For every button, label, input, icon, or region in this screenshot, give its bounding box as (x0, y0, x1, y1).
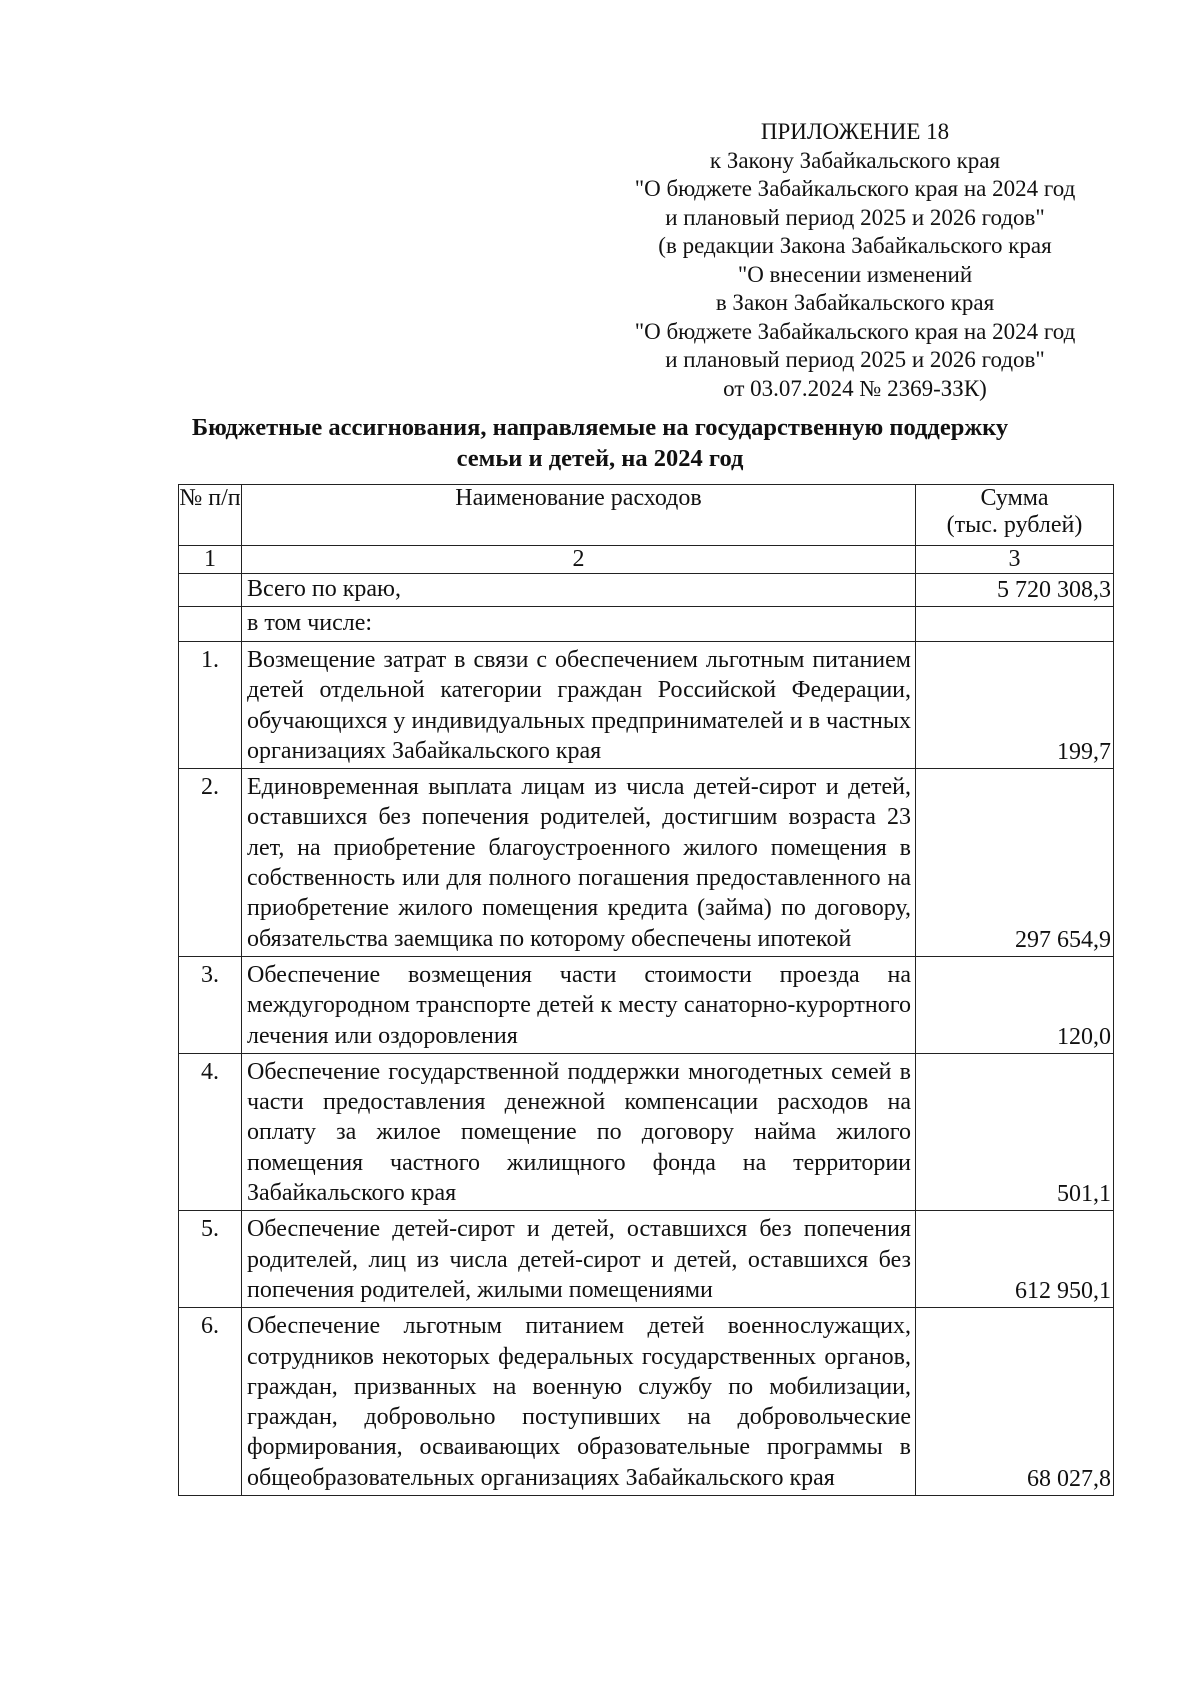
row-description: Обеспечение возмещения части стоимости проезда на междугородном транспорте детей к месту санаторно-курортного лечения или оздоровления (242, 956, 916, 1053)
table-row (179, 956, 1114, 1053)
title-line-2: семьи и детей, на 2024 год (456, 445, 744, 472)
appendix-header (610, 118, 1100, 403)
including-amount-cell (916, 607, 1114, 642)
column-index: 2 (242, 546, 916, 574)
appendix-line: к Закону Забайкальского края (709, 147, 1001, 173)
appendix-line: "О бюджете Забайкальского края на 2024 год (634, 318, 1076, 344)
column-index-row (179, 546, 1114, 574)
table-row (179, 1053, 1114, 1210)
row-amount: 297 654,9 (916, 769, 1114, 957)
row-number: 4. (179, 1053, 242, 1210)
row-amount: 612 950,1 (916, 1211, 1114, 1308)
row-amount: 199,7 (916, 642, 1114, 769)
header-amount-line-1: Сумма (980, 485, 1049, 511)
including-row (179, 607, 1114, 642)
table-row (179, 769, 1114, 957)
table-row (179, 1308, 1114, 1496)
row-number: 1. (179, 642, 242, 769)
including-label: в том числе: (242, 607, 916, 642)
header-name: Наименование расходов (242, 485, 916, 546)
appendix-line: "О внесении изменений (737, 261, 973, 287)
appendix-line: в Закон Забайкальского края (715, 290, 995, 315)
table-row (179, 642, 1114, 769)
including-num-cell (179, 607, 242, 642)
total-label: Всего по краю, (242, 574, 916, 607)
header-amount-line-2: (тыс. рублей) (946, 512, 1083, 538)
header-num: № п/п (179, 485, 242, 546)
title-line-1: Бюджетные ассигнования, направляемые на государственную поддержку (191, 414, 1009, 441)
row-description: Обеспечение государственной поддержки многодетных семей в части предоставления денежной компенсации расходов на оплату за жилое помещение по договору найма жилого помещения частного жилищного фонда на территории Забайкальского края (242, 1053, 916, 1210)
row-description: Единовременная выплата лицам из числа детей-сирот и детей, оставшихся без попечения родителей, достигшим возраста 23 лет, на приобретение благоустроенного жилого помещения в собственность или для полного погашения предоставленного на приобретение жилого помещения кредита (займа) по договору, обязательства заемщика по которому обеспечены ипотекой (242, 769, 916, 957)
document-title (150, 412, 1050, 474)
appendix-line: "О бюджете Забайкальского края на 2024 год (634, 176, 1076, 201)
row-amount: 120,0 (916, 956, 1114, 1053)
column-index: 3 (916, 546, 1114, 574)
row-amount: 501,1 (916, 1053, 1114, 1210)
appendix-line: ПРИЛОЖЕНИЕ 18 (760, 119, 950, 144)
appendix-line: (в редакции Закона Забайкальского края (658, 233, 1052, 258)
row-number: 2. (179, 769, 242, 957)
total-amount: 5 720 308,3 (916, 574, 1114, 607)
column-index: 1 (179, 546, 242, 574)
table-row (179, 1211, 1114, 1308)
appendix-line: от 03.07.2024 № 2369-ЗЗК) (723, 375, 987, 401)
total-row (179, 574, 1114, 607)
row-description: Обеспечение детей-сирот и детей, оставшихся без попечения родителей, лиц из числа детей-сирот и детей, оставшихся без попечения родителей, жилыми помещениями (242, 1211, 916, 1308)
total-num-cell (179, 574, 242, 607)
row-description: Возмещение затрат в связи с обеспечением льготным питанием детей отдельной категории граждан Российской Федерации, обучающихся у индивидуальных предпринимателей и в частных организациях Забайкальского края (242, 642, 916, 769)
budget-table (178, 484, 1114, 1496)
appendix-line: и плановый период 2025 и 2026 годов" (665, 204, 1045, 230)
row-amount: 68 027,8 (916, 1308, 1114, 1496)
row-number: 5. (179, 1211, 242, 1308)
row-description: Обеспечение льготным питанием детей военнослужащих, сотрудников некоторых федеральных государственных органов, граждан, призванных на военную службу по мобилизации, граждан, добровольно поступивших на добровольческие формирования, осваивающих образовательные программы в общеобразовательных организациях Забайкальского края (242, 1308, 916, 1496)
table-header-row (179, 485, 1114, 546)
row-number: 3. (179, 956, 242, 1053)
row-number: 6. (179, 1308, 242, 1496)
appendix-line: и плановый период 2025 и 2026 годов" (665, 347, 1045, 372)
header-amount (916, 485, 1114, 546)
